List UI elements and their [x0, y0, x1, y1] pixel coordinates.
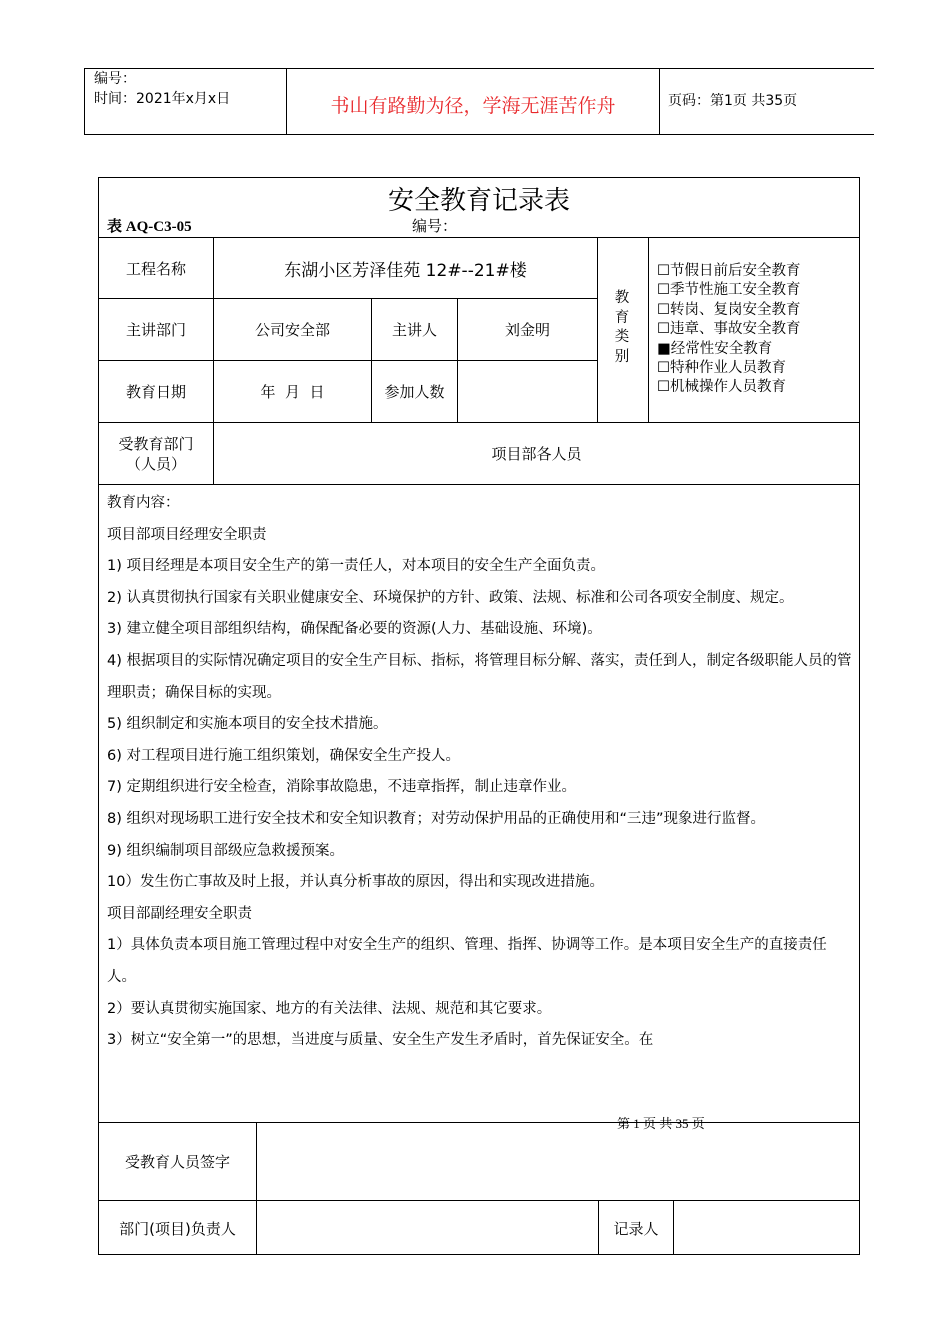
- content-paragraph: 6) 对工程项目进行施工组织策划，确保安全生产投人。: [107, 747, 460, 764]
- category-text: 机械操作人员教育: [670, 379, 786, 396]
- education-content: [107, 488, 853, 1057]
- recorder-field[interactable]: [674, 1201, 859, 1255]
- content-paragraph: 项目部副经理安全职责: [107, 905, 252, 922]
- recorder-label: 记录人: [613, 1219, 659, 1238]
- content-paragraph: 2) 认真贯彻执行国家有关职业健康安全、环境保护的方针、政策、法规、标准和公司各项安全制度、规定。: [107, 589, 794, 606]
- form-number-label: 编号：: [412, 217, 458, 235]
- content-paragraph: 项目部项目经理安全职责: [107, 526, 267, 543]
- category-item: [657, 301, 857, 320]
- signature-label: 受教育人员签字: [124, 1153, 230, 1171]
- category-text: 转岗、复岗安全教育: [670, 301, 801, 318]
- content-paragraph: 1) 项目经理是本项目安全生产的第一责任人，对本项目的安全生产全面负责。: [107, 558, 605, 575]
- responsible-field[interactable]: [257, 1201, 598, 1255]
- footer-page-note: 第 1 页 共 35 页: [617, 1116, 705, 1131]
- category-item: [657, 320, 857, 339]
- category-text: 经常性安全教育: [670, 340, 773, 357]
- date-label: 教育日期: [125, 383, 186, 401]
- project-name-value: 东湖小区芳泽佳苑 12#--21#楼: [284, 260, 527, 281]
- category-item: [657, 340, 857, 359]
- content-paragraph: 8) 组织对现场职工进行安全技术和安全知识教育；对劳动保护用品的正确使用和“三违”现象进行监督。: [107, 810, 766, 827]
- content-paragraph: 9) 组织编制项目部级应急救援预案。: [107, 842, 344, 859]
- header-divider-2: [659, 68, 660, 135]
- header-motto: 书山有路勤为径，学海无涯苦作舟: [330, 95, 616, 117]
- category-item: [657, 359, 857, 378]
- receiving-dept-label-line1: 受教育部门: [118, 434, 194, 453]
- checkbox-icon[interactable]: ☐: [657, 321, 670, 338]
- project-name-label: 工程名称: [125, 259, 186, 278]
- checked-box-icon[interactable]: ■: [657, 340, 671, 357]
- vline-category-label: [597, 237, 598, 422]
- content-paragraph: 7) 定期组织进行安全检查，消除事故隐患，不违章指挥，制止违章作业。: [107, 779, 576, 796]
- checkbox-icon[interactable]: ☐: [657, 282, 670, 299]
- category-text: 节假日前后安全教育: [670, 263, 801, 279]
- form-title: 安全教育记录表: [387, 186, 570, 216]
- lecturer-label: 主讲人: [391, 321, 437, 339]
- checkbox-icon[interactable]: ☐: [657, 263, 670, 279]
- header-code-label: 编号：: [94, 71, 136, 87]
- content-paragraph: 2）要认真贯彻实施国家、地方的有关法律、法规、规范和其它要求。: [107, 1000, 552, 1017]
- date-value: 年 月 日: [260, 383, 325, 401]
- content-paragraph: 1）具体负责本项目施工管理过程中对安全生产的组织、管理、指挥、协调等工作。是本项目安全生产的直接责任人。: [107, 937, 827, 985]
- checkbox-icon[interactable]: ☐: [657, 301, 670, 318]
- receiving-dept-label-line2: （人员）: [125, 454, 186, 473]
- checkbox-icon[interactable]: ☐: [657, 360, 670, 377]
- lecturer-value: 刘金明: [504, 321, 550, 339]
- vline-category-list: [648, 237, 649, 422]
- attendees-label: 参加人数: [384, 383, 445, 401]
- category-item: [657, 281, 857, 300]
- dept-value: 公司安全部: [254, 321, 330, 339]
- category-text: 特种作业人员教育: [670, 360, 786, 377]
- line-row4: [98, 484, 860, 485]
- receiving-dept-value: 项目部各人员: [491, 445, 582, 463]
- header-page-label: 页码：第1页 共35页: [668, 93, 798, 109]
- form-code: 表 AQ-C3-05: [107, 219, 192, 235]
- content-paragraph: 教育内容：: [107, 495, 180, 511]
- attendees-value: [458, 361, 597, 422]
- category-item: [657, 378, 857, 397]
- content-paragraph: 3）树立“安全第一”的思想，当进度与质量、安全生产发生矛盾时，首先保证安全。在: [107, 1032, 654, 1049]
- checkbox-icon[interactable]: ☐: [657, 379, 670, 396]
- category-label: 教育类别: [614, 290, 630, 365]
- category-item: [657, 262, 857, 281]
- category-list: [657, 262, 857, 398]
- receiving-dept-label: [99, 423, 213, 484]
- dept-label: 主讲部门: [125, 321, 186, 339]
- header-time-label: 时间：2021年x月x日: [94, 91, 231, 107]
- responsible-label: 部门(项目)负责人: [119, 1219, 236, 1238]
- content-paragraph: 4) 根据项目的实际情况确定项目的安全生产目标、指标，将管理目标分解、落实，责任到人，制定各级职能人员的管理职责；确保目标的实现。: [107, 652, 852, 701]
- content-paragraph: 5) 组织制定和实施本项目的安全技术措施。: [107, 716, 388, 733]
- category-text: 违章、事故安全教育: [670, 321, 801, 338]
- category-text: 季节性施工安全教育: [670, 282, 801, 299]
- content-paragraph: 10）发生伤亡事故及时上报，并认真分析事故的原因，得出和实现改进措施。: [107, 874, 604, 891]
- signature-field[interactable]: [257, 1123, 859, 1200]
- content-paragraph: 3) 建立健全项目部组织结构，确保配备必要的资源(人力、基础设施、环境)。: [107, 621, 602, 638]
